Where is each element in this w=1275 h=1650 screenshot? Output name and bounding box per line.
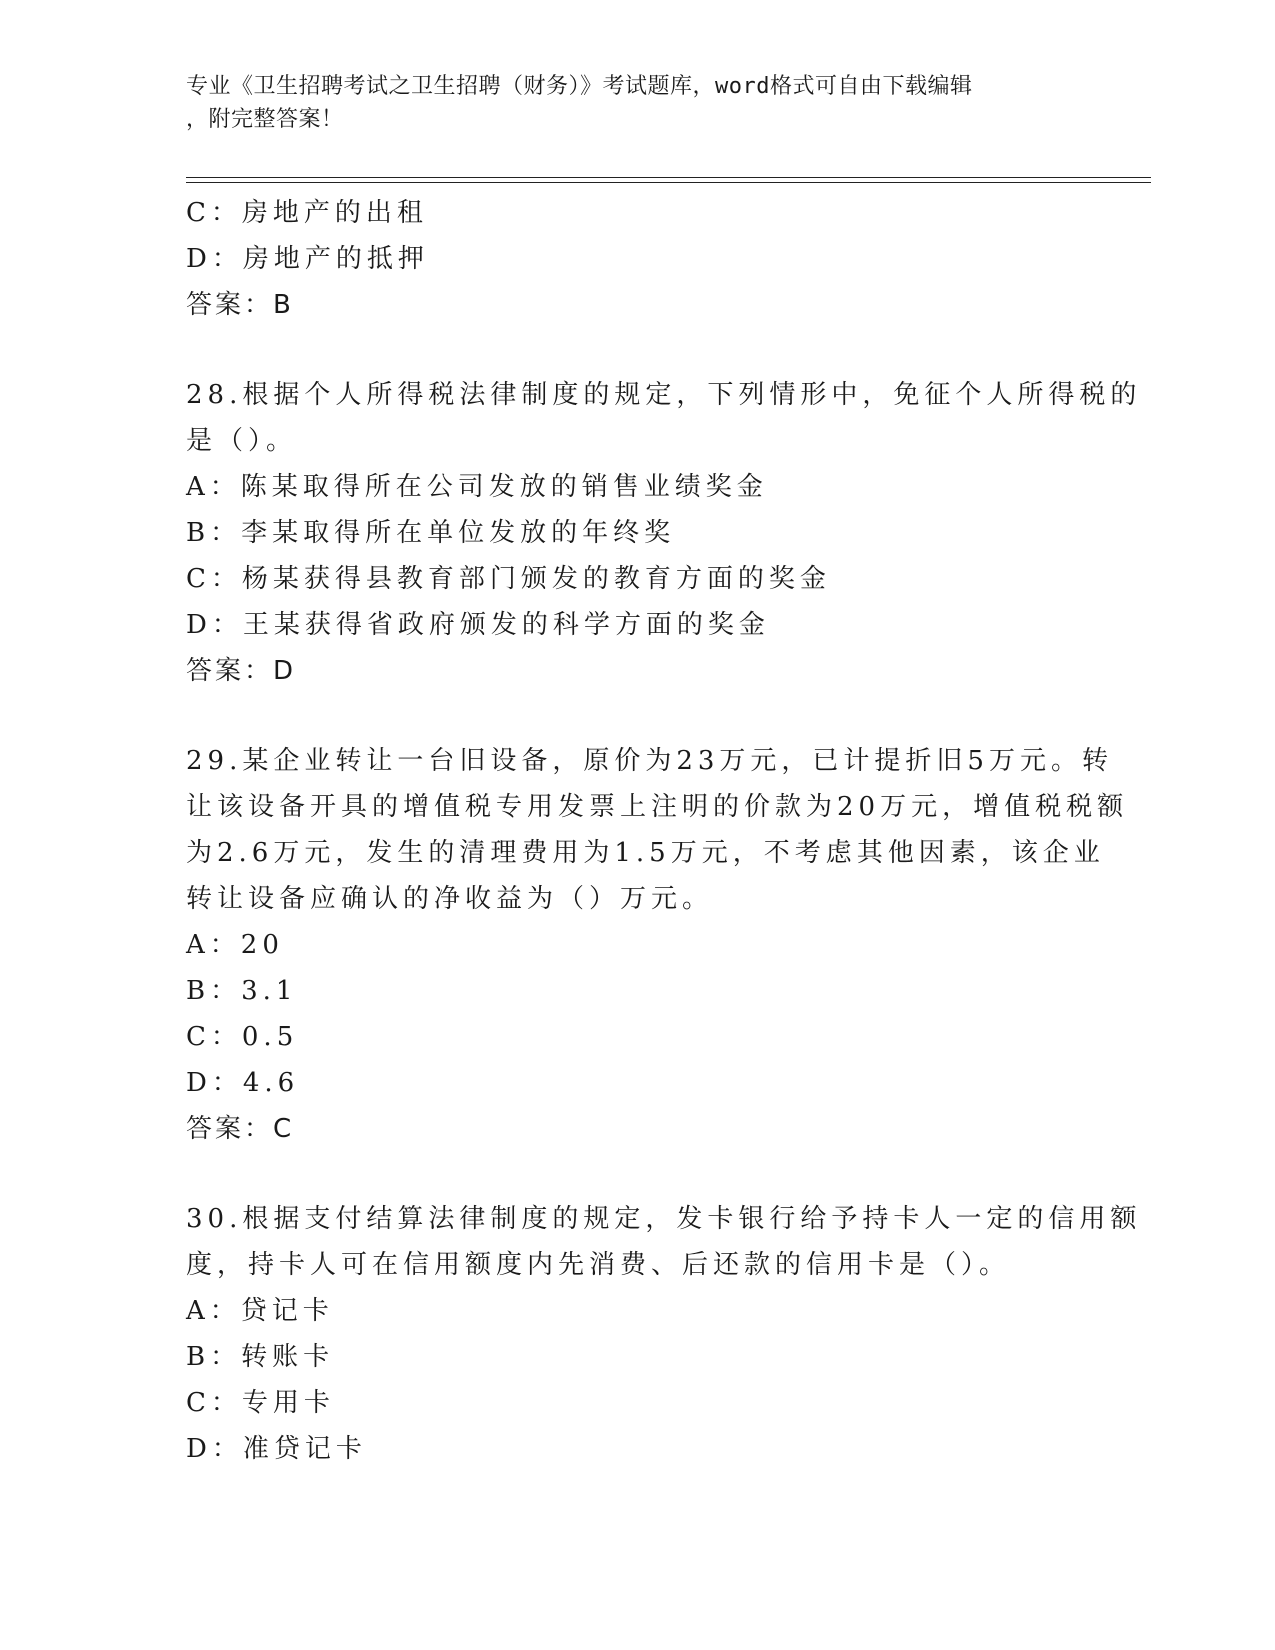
option-a: A：20 xyxy=(186,930,284,960)
option-d: D：房地产的抵押 xyxy=(186,244,429,274)
question-stem-line: 是（）。 xyxy=(186,426,298,456)
option-d: D：王某获得省政府颁发的科学方面的奖金 xyxy=(186,610,770,640)
answer-line: 答案：B xyxy=(186,290,294,320)
question-stem-line: 28.根据个人所得税法律制度的规定，下列情形中，免征个人所得税的 xyxy=(186,380,1142,410)
option-b: B：转账卡 xyxy=(186,1342,335,1372)
option-c: C：房地产的出租 xyxy=(186,198,428,228)
prev-question-block xyxy=(186,190,1086,328)
question-28 xyxy=(186,372,1142,694)
document-body xyxy=(186,190,1142,1472)
option-d: D：准贷记卡 xyxy=(186,1434,367,1464)
question-stem-line: 让该设备开具的增值税专用发票上注明的价款为20万元，增值税税额 xyxy=(186,792,1129,822)
question-30 xyxy=(186,1196,1142,1472)
option-a: A：陈某取得所在公司发放的销售业绩奖金 xyxy=(186,472,768,502)
answer-line: 答案：D xyxy=(186,656,297,686)
option-c: C：专用卡 xyxy=(186,1388,335,1418)
option-a: A：贷记卡 xyxy=(186,1296,334,1326)
answer-line: 答案：C xyxy=(186,1114,295,1144)
option-c: C：0.5 xyxy=(186,1022,299,1052)
question-stem-line: 29.某企业转让一台旧设备，原价为23万元，已计提折旧5万元。转 xyxy=(186,746,1113,776)
question-stem-line: 为2.6万元，发生的清理费用为1.5万元，不考虑其他因素，该企业 xyxy=(186,838,1105,868)
question-stem-line: 30.根据支付结算法律制度的规定，发卡银行给予持卡人一定的信用额 xyxy=(186,1204,1142,1234)
header-rule-bottom xyxy=(186,182,1151,183)
option-b: B：李某取得所在单位发放的年终奖 xyxy=(186,518,676,548)
document-header xyxy=(186,70,1086,136)
option-b: B：3.1 xyxy=(186,976,298,1006)
option-c: C：杨某获得县教育部门颁发的教育方面的奖金 xyxy=(186,564,831,594)
question-stem-line: 度，持卡人可在信用额度内先消费、后还款的信用卡是（）。 xyxy=(186,1250,1011,1280)
question-stem-line: 转让设备应确认的净收益为（）万元。 xyxy=(186,884,714,914)
option-d: D：4.6 xyxy=(186,1068,300,1098)
question-29 xyxy=(186,738,1129,1152)
header-rule-top xyxy=(186,177,1151,178)
header-line-2: ，附完整答案！ xyxy=(186,107,344,132)
header-line-1: 专业《卫生招聘考试之卫生招聘（财务）》考试题库，word格式可自由下载编辑 xyxy=(186,74,973,99)
